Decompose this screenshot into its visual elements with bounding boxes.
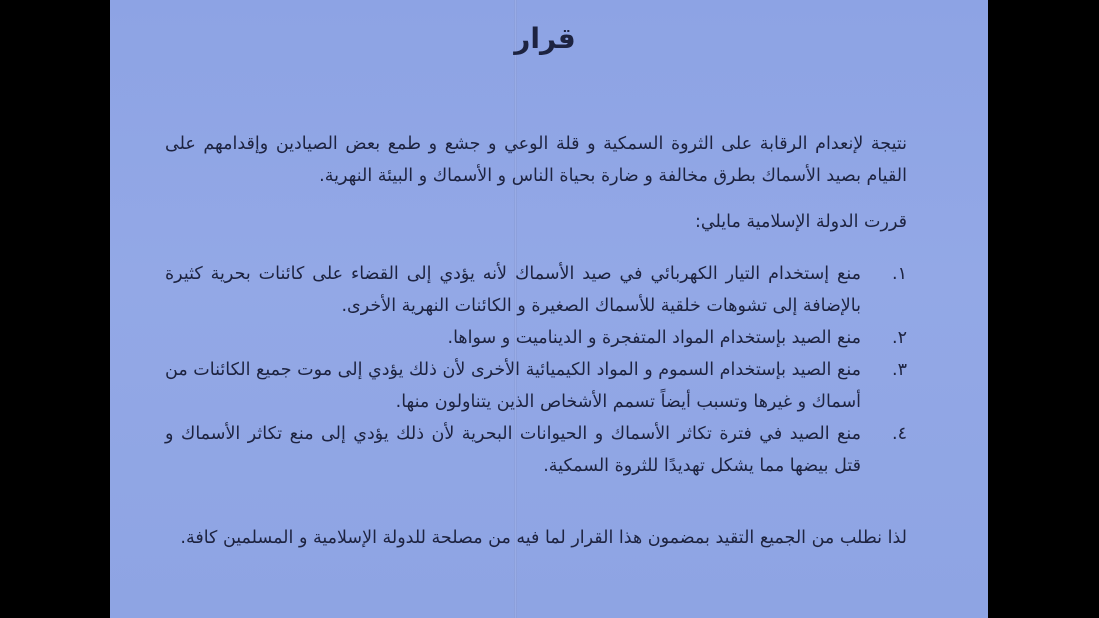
- item-number: ٤.: [892, 424, 907, 444]
- list-item: [165, 418, 907, 482]
- document-title: قرار: [514, 22, 576, 55]
- list-item: [165, 322, 907, 354]
- item-number: ٢.: [892, 328, 907, 348]
- item-number: ٣.: [892, 360, 907, 380]
- item-text: منع الصيد بإستخدام السموم و المواد الكيميائية الأخرى لأن ذلك يؤدي إلى موت جميع الكائنات من أسماك و غيرها وتسبب أيضاً تسمم الأشخاص الذين يتناولون منها.: [165, 360, 861, 412]
- decision-list: [165, 258, 907, 482]
- item-number: ١.: [892, 264, 907, 284]
- intro-paragraph: نتيجة لإنعدام الرقابة على الثروة السمكية و قلة الوعي و جشع و طمع بعض الصيادين وإقدامهم على القيام بصيد الأسماك بطرق مخالفة و ضارة بحياة الناس و الأسماك و البيئة النهرية.: [165, 134, 907, 186]
- paper-sheet: [110, 0, 988, 618]
- item-text: منع الصيد بإستخدام المواد المتفجرة و الديناميت و سواها.: [447, 328, 861, 348]
- closing-paragraph: لذا نطلب من الجميع التقيد بمضمون هذا القرار لما فيه من مصلحة للدولة الإسلامية و المسلمين كافة.: [180, 528, 907, 548]
- item-text: منع إستخدام التيار الكهربائي في صيد الأسماك لأنه يؤدي إلى القضاء على كائنات بحرية كثيرة بالإضافة إلى تشوهات خلقية للأسماك الصغيرة و الكائنات النهرية الأخرى.: [165, 264, 861, 316]
- list-item: [165, 354, 907, 418]
- list-item: [165, 258, 907, 322]
- item-text: منع الصيد في فترة تكاثر الأسماك و الحيوانات البحرية لأن ذلك يؤدي إلى منع تكاثر الأسماك و قتل بيضها مما يشكل تهديدًا للثروة السمكية.: [165, 424, 861, 476]
- decision-heading: قررت الدولة الإسلامية مايلي:: [694, 212, 907, 232]
